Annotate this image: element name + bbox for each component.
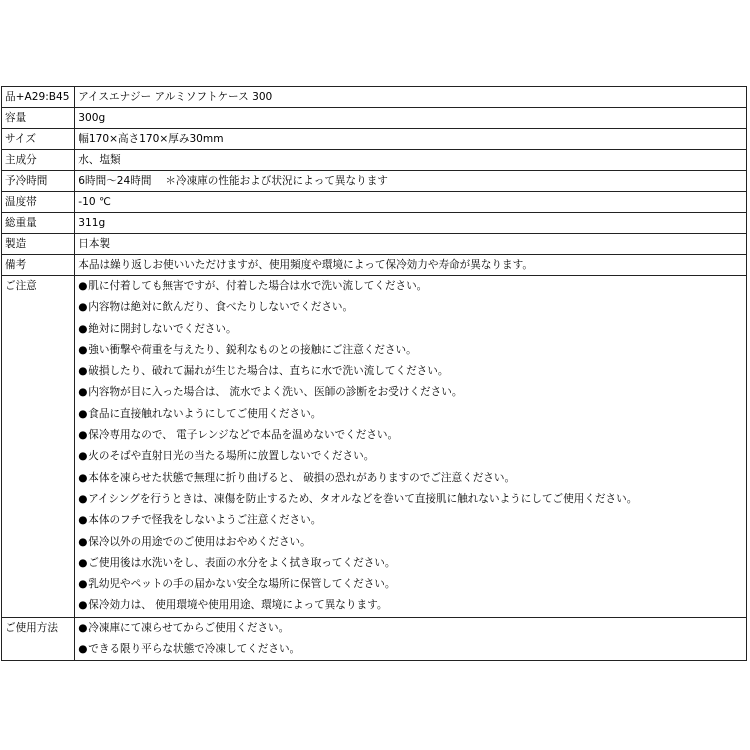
cautions-item — [78, 553, 746, 574]
spec-value-total-weight: 311g — [75, 213, 747, 234]
spec-value-precool: 6時間～24時間 ＊冷凍庫の性能および状況によって異なります — [75, 171, 747, 192]
spec-value-size: 幅170×高さ170×厚み30mm — [75, 129, 747, 150]
spec-value-ingredients: 水、塩類 — [75, 150, 747, 171]
spec-value-capacity: 300g — [75, 108, 747, 129]
cautions-item-text: 内容物は絶対に飲んだり、食べたりしないでください。 — [88, 301, 354, 314]
cautions-item-text: 火のそばや直射日光の当たる場所に放置しないでください。 — [88, 450, 375, 463]
cautions-item-text: 強い衝撃や荷重を与えたり、鋭利なものとの接触にご注意ください。 — [88, 343, 417, 356]
usage-item-text: できる限り平らな状態で冷凍してください。 — [88, 643, 301, 656]
cautions-item — [78, 532, 746, 553]
usage-item — [78, 639, 746, 660]
spec-label-capacity: 容量 — [2, 108, 75, 129]
cautions-item-text: 保冷専用なので、 電子レンジなどで本品を温めないでください。 — [88, 429, 399, 442]
spec-label-ingredients: 主成分 — [2, 150, 75, 171]
spec-label-made-in: 製造 — [2, 234, 75, 255]
bullet-icon: ● — [78, 599, 88, 612]
spec-value-product: アイスエナジー アルミソフトケース 300 — [75, 87, 747, 108]
cautions-item-text: 保冷以外の用途でのご使用はおやめください。 — [88, 535, 311, 548]
spec-row-total-weight — [2, 213, 747, 234]
product-spec-table — [1, 86, 747, 661]
spec-value-temperature: -10 ℃ — [75, 192, 747, 213]
bullet-icon: ● — [78, 429, 88, 442]
cautions-item-text: 本体のフチで怪我をしないようご注意ください。 — [88, 514, 322, 527]
cautions-item — [78, 489, 746, 510]
cautions-item-text: 肌に付着しても無害ですが、付着した場合は水で洗い流してください。 — [88, 280, 428, 292]
spec-label-size: サイズ — [2, 129, 75, 150]
cautions-item-text: 絶対に開封しないでください。 — [88, 322, 237, 335]
cautions-item — [78, 297, 746, 318]
bullet-icon: ● — [78, 492, 88, 505]
bullet-icon: ● — [78, 556, 88, 569]
cautions-item-text: ご使用後は水洗いをし、表面の水分をよく拭き取ってください。 — [88, 556, 396, 569]
cautions-item — [78, 319, 746, 340]
cautions-item-text: 食品に直接触れないようにしてご使用ください。 — [88, 407, 322, 420]
usage-item — [78, 618, 746, 639]
bullet-icon: ● — [78, 578, 88, 591]
spec-row-precool — [2, 171, 747, 192]
cautions-item-text: 内容物が目に入った場合は、 流水でよく洗い、医師の診断をお受けください。 — [88, 386, 463, 399]
spec-row-ingredients — [2, 150, 747, 171]
bullet-icon: ● — [78, 322, 88, 335]
spec-label-precool: 予冷時間 — [2, 171, 75, 192]
spec-row-size — [2, 129, 747, 150]
cautions-item-text: 本体を凍らせた状態で無理に折り曲げると、 破損の恐れがありますのでご注意ください。 — [88, 471, 516, 484]
bullet-icon: ● — [78, 621, 88, 634]
cautions-item-text: 乳幼児やペットの手の届かない安全な場所に保管してください。 — [88, 578, 396, 591]
cautions-item — [78, 276, 746, 297]
bullet-icon: ● — [78, 280, 88, 292]
bullet-icon: ● — [78, 535, 88, 548]
spec-row-product — [2, 87, 747, 108]
bullet-icon: ● — [78, 365, 88, 378]
usage-list — [75, 617, 747, 661]
cautions-item-text: 破損したり、破れて漏れが生じた場合は、直ちに水で洗い流してください。 — [88, 365, 449, 378]
spec-value-remarks: 本品は繰り返しお使いいただけますが、使用頻度や環境によって保冷効力や寿命が異なります。 — [75, 255, 747, 276]
cautions-item — [78, 468, 746, 489]
cautions-item — [78, 446, 746, 467]
cautions-label: ご注意 — [2, 276, 75, 618]
cautions-item — [78, 361, 746, 382]
spec-row-made-in — [2, 234, 747, 255]
cautions-item — [78, 340, 746, 361]
spec-row-capacity — [2, 108, 747, 129]
spec-row-cautions — [2, 276, 747, 618]
cautions-item — [78, 595, 746, 616]
cautions-item — [78, 425, 746, 446]
spec-label-product: 品+A29:B45 — [2, 87, 75, 108]
bullet-icon: ● — [78, 301, 88, 314]
cautions-item — [78, 510, 746, 531]
spec-value-made-in: 日本製 — [75, 234, 747, 255]
bullet-icon: ● — [78, 407, 88, 420]
bullet-icon: ● — [78, 643, 88, 656]
cautions-item-text: 保冷効力は、 使用環境や使用用途、環境によって異なります。 — [88, 599, 388, 612]
cautions-item — [78, 404, 746, 425]
spec-row-remarks — [2, 255, 747, 276]
bullet-icon: ● — [78, 471, 88, 484]
spec-label-remarks: 備考 — [2, 255, 75, 276]
cautions-list — [75, 276, 747, 618]
spec-label-temperature: 温度帯 — [2, 192, 75, 213]
spec-row-temperature — [2, 192, 747, 213]
bullet-icon: ● — [78, 343, 88, 356]
cautions-item-text: アイシングを行うときは、凍傷を防止するため、タオルなどを巻いて直接肌に触れないようにしてご使用ください。 — [88, 492, 638, 505]
bullet-icon: ● — [78, 514, 88, 527]
bullet-icon: ● — [78, 450, 88, 463]
bullet-icon: ● — [78, 386, 88, 399]
spec-label-total-weight: 総重量 — [2, 213, 75, 234]
spec-row-usage — [2, 617, 747, 661]
cautions-item — [78, 574, 746, 595]
cautions-item — [78, 382, 746, 403]
usage-item-text: 冷凍庫にて凍らせてからご使用ください。 — [88, 621, 290, 634]
usage-label: ご使用方法 — [2, 617, 75, 661]
